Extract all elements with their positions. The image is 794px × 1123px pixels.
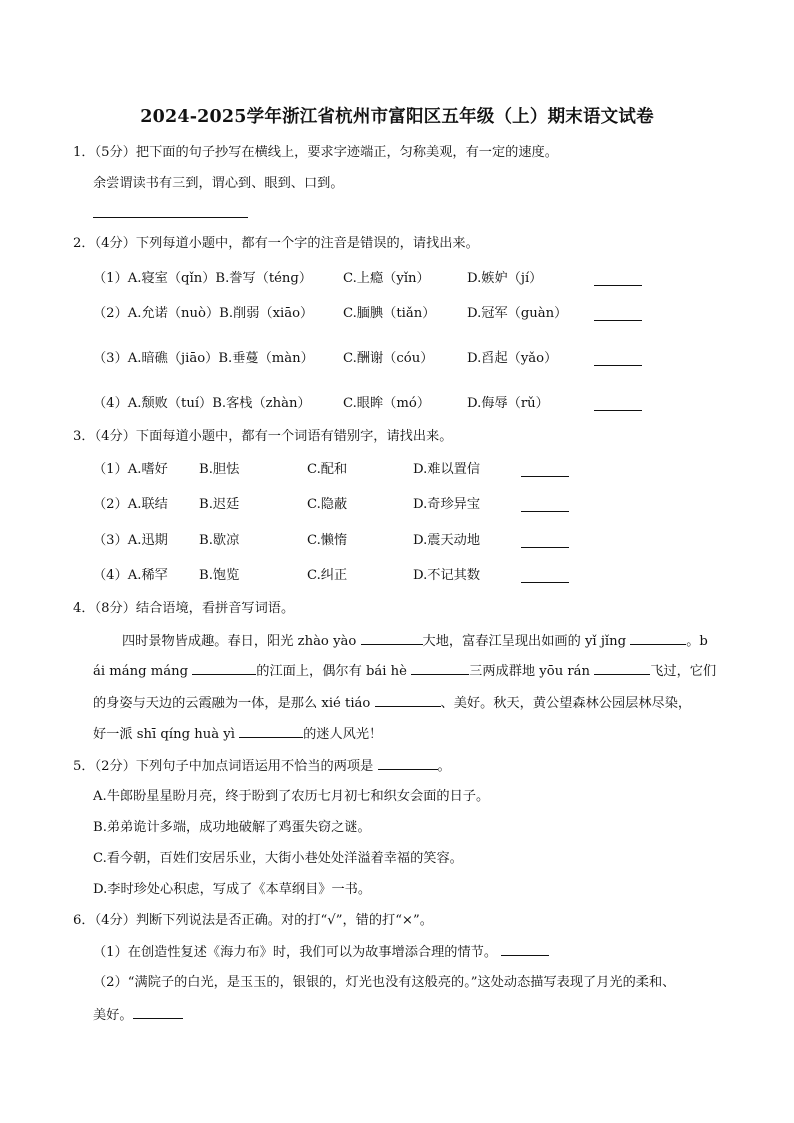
q2-row4-d: D.侮辱（rǔ） bbox=[467, 396, 549, 411]
q2-row2-c: C.腼腆（tiǎn） bbox=[343, 306, 436, 321]
q2-row3-ab: （3）A.暗礁（jiāo）B.垂蔓（màn） bbox=[93, 351, 314, 366]
q3-row1-b: B.胆怯 bbox=[199, 462, 240, 477]
q3-row1-answer-blank[interactable] bbox=[521, 476, 569, 477]
q6-item-1 bbox=[93, 943, 549, 962]
q6-item-2: （2）“满院子的白光，是玉玉的，银银的，灯光也没有这般亮的。”这处动态描写表现了月光的柔和、 bbox=[93, 975, 676, 990]
q5-answer-blank[interactable] bbox=[378, 757, 438, 770]
q2-row1-ab: （1）A.寝室（qǐn）B.誊写（ténɡ） bbox=[93, 271, 313, 286]
q4-blank-xietiao[interactable] bbox=[375, 694, 441, 707]
q5-stem-text: 5．（2分）下列句子中加点词语运用不恰当的两项是 bbox=[73, 759, 378, 774]
q4-l3a: 的身姿与天边的云霞融为一体，是那么 xié tiáo bbox=[93, 696, 375, 711]
q4-l4a: 好一派 shī qíng huà yì bbox=[93, 727, 240, 742]
q3-row2-answer-blank[interactable] bbox=[521, 511, 569, 512]
q3-row1-d: D.难以置信 bbox=[413, 462, 481, 477]
q6-item-1-blank[interactable] bbox=[501, 943, 549, 956]
q4-l4b: 的迷人风光！ bbox=[303, 727, 383, 742]
q4-blank-zhaoyao[interactable] bbox=[361, 632, 423, 645]
q4-l2d: 飞过，它们 bbox=[650, 664, 717, 679]
q4-l2c: 三两成群地 yōu rán bbox=[469, 664, 595, 679]
q3-row2-c: C.隐蔽 bbox=[307, 497, 348, 512]
q5-option-b: B.弟弟诡计多端，成功地破解了鸡蛋失窃之谜。 bbox=[93, 820, 371, 835]
q4-l1c: 。b bbox=[686, 634, 708, 649]
q2-row1-d: D.嫉妒（jí） bbox=[467, 271, 543, 286]
q3-row1-a: （1）A.嗜好 bbox=[93, 462, 168, 477]
q3-row4-c: C.纠正 bbox=[307, 568, 348, 583]
question-1-answer-line[interactable] bbox=[93, 217, 248, 218]
q4-l1b: 大地，富春江呈现出如画的 yǐ jǐng bbox=[422, 634, 631, 649]
q4-l2a: ái máng máng bbox=[93, 664, 193, 679]
question-5-stem bbox=[73, 757, 451, 776]
q6-item-2-blank[interactable] bbox=[133, 1006, 183, 1019]
q3-row3-answer-blank[interactable] bbox=[521, 547, 569, 548]
q4-l1a: 四时景物皆成趣。春日，阳光 zhào yào bbox=[122, 634, 361, 649]
q4-passage-line-1 bbox=[122, 632, 708, 651]
page-title: 2024-2025学年浙江省杭州市富阳区五年级（上）期末语文试卷 bbox=[140, 107, 654, 127]
q4-blank-shiqinghuayi[interactable] bbox=[239, 725, 303, 738]
q2-row3-d: D.舀起（yǎo） bbox=[467, 351, 558, 366]
q3-row3-b: B.歇凉 bbox=[199, 533, 240, 548]
q5-option-c: C.看今朝，百姓们安居乐业，大街小巷处处洋溢着幸福的笑容。 bbox=[93, 851, 463, 866]
question-1-stem: 1．（5分）把下面的句子抄写在横线上，要求字迹端正，匀称美观，有一定的速度。 bbox=[73, 145, 558, 160]
q3-row4-answer-blank[interactable] bbox=[521, 582, 569, 583]
question-4-stem: 4．（8分）结合语境，看拼音写词语。 bbox=[73, 601, 295, 616]
q3-row4-b: B.饱览 bbox=[199, 568, 240, 583]
q6-item-2-cont bbox=[93, 1006, 183, 1025]
q3-row1-c: C.配和 bbox=[307, 462, 348, 477]
q6-item-1-text: （1）在创造性复述《海力布》时，我们可以为故事增添合理的情节。 bbox=[93, 945, 502, 960]
question-1-sentence: 余尝谓读书有三到，谓心到、眼到、口到。 bbox=[93, 176, 344, 191]
q2-row2-d: D.冠军（guàn） bbox=[467, 306, 568, 321]
q4-passage-line-3 bbox=[93, 694, 691, 713]
q3-row4-a: （4）A.稀罕 bbox=[93, 568, 168, 583]
q6-item-2-cont-text: 美好。 bbox=[93, 1008, 133, 1023]
q5-stem-end: 。 bbox=[437, 759, 451, 774]
q3-row4-d: D.不记其数 bbox=[413, 568, 481, 583]
q2-row4-c: C.眼眸（mó） bbox=[343, 396, 431, 411]
q3-row3-c: C.懒惰 bbox=[307, 533, 348, 548]
q2-row3-answer-blank[interactable] bbox=[594, 365, 642, 366]
q4-blank-baihe[interactable] bbox=[411, 662, 469, 675]
question-3-stem: 3．（4分）下面每道小题中，都有一个词语有错别字，请找出来。 bbox=[73, 429, 453, 444]
q4-blank-youran[interactable] bbox=[594, 662, 650, 675]
q5-option-a: A.牛郎盼星星盼月亮，终于盼到了农历七月初七和织女会面的日子。 bbox=[93, 789, 490, 804]
q2-row1-c: C.上瘾（yǐn） bbox=[343, 271, 430, 286]
q5-option-d: D.李时珍处心积虑，写成了《本草纲目》一书。 bbox=[93, 882, 372, 897]
q4-passage-line-2 bbox=[93, 662, 716, 681]
q3-row3-a: （3）A.迅期 bbox=[93, 533, 168, 548]
question-2-stem: 2．（4分）下列每道小题中，都有一个字的注音是错误的，请找出来。 bbox=[73, 236, 479, 251]
q2-row4-ab: （4）A.颓败（tuí）B.客栈（zhàn） bbox=[93, 396, 311, 411]
q3-row2-a: （2）A.联结 bbox=[93, 497, 168, 512]
q4-blank-baimangmang[interactable] bbox=[192, 662, 256, 675]
q2-row1-answer-blank[interactable] bbox=[594, 285, 642, 286]
q2-row3-c: C.酬谢（cóu） bbox=[343, 351, 434, 366]
q2-row2-answer-blank[interactable] bbox=[594, 320, 642, 321]
question-6-stem: 6．（4分）判断下列说法是否正确。对的打“√”，错的打“×”。 bbox=[73, 913, 433, 928]
q3-row3-d: D.震天动地 bbox=[413, 533, 481, 548]
q2-row2-ab: （2）A.允诺（nuò）B.削弱（xiāo） bbox=[93, 306, 314, 321]
q4-l2b: 的江面上，偶尔有 bái hè bbox=[256, 664, 412, 679]
q3-row2-d: D.奇珍异宝 bbox=[413, 497, 481, 512]
q4-blank-yijing[interactable] bbox=[630, 632, 686, 645]
q3-row2-b: B.迟廷 bbox=[199, 497, 240, 512]
q2-row4-answer-blank[interactable] bbox=[594, 410, 642, 411]
q4-passage-line-4 bbox=[93, 725, 382, 744]
q4-l3b: 、美好。秋天，黄公望森林公园层林尽染， bbox=[440, 696, 692, 711]
